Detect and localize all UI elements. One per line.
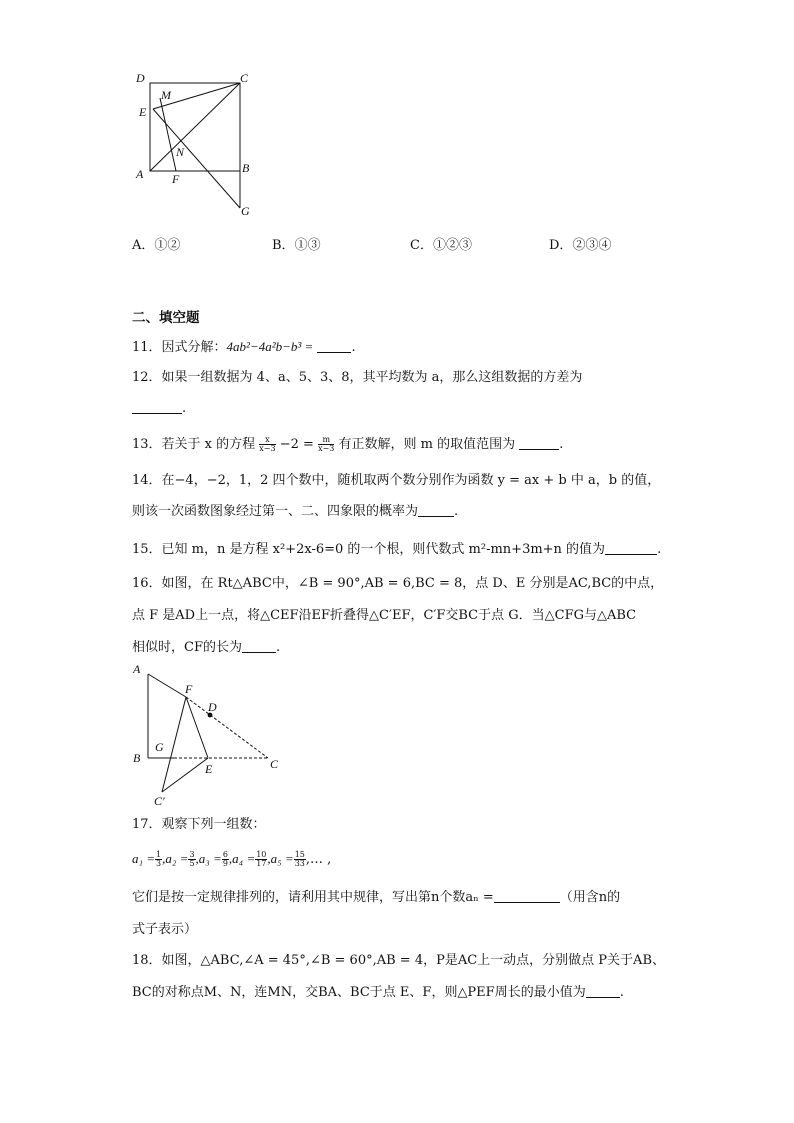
answer-blank[interactable] <box>132 401 182 414</box>
figure-square-diagram <box>130 68 260 218</box>
figure-triangle-fold <box>128 660 288 810</box>
answer-blank[interactable] <box>605 542 657 555</box>
segment-fcp <box>162 697 186 792</box>
label-m: M <box>161 88 171 102</box>
label-c-prime: C′ <box>154 794 165 808</box>
question-17-line4: 式子表示） <box>132 922 198 937</box>
label-g: G <box>155 740 164 754</box>
label-f: F <box>185 682 193 696</box>
answer-blank[interactable] <box>519 437 559 450</box>
label-d: D <box>136 71 145 85</box>
label-c: C <box>240 71 249 85</box>
question-14: 14．在−4，−2，1，2 四个数中，随机取两个数分别作为函数 y = ax + b 中 a，b 的值， <box>132 473 661 488</box>
section-title: 二、填空题 <box>132 310 200 326</box>
question-16-line3: 相似时，CF的长为 . <box>132 640 281 655</box>
question-14-cont: 则该一次函数图象经过第一、二、四象限的概率为 . <box>132 504 459 519</box>
segment-fe <box>186 697 208 758</box>
option-a: A．①② <box>132 238 181 253</box>
question-15: 15．已知 m，n 是方程 x²+2x-6=0 的一个根，则代数式 m²-mn+3m+n 的值为 . <box>132 542 662 557</box>
dashed-fc <box>186 697 268 758</box>
answer-blank[interactable] <box>242 640 276 653</box>
label-a: A <box>136 167 144 181</box>
question-12: 12．如果一组数据为 4、a、5、3、8，其平均数为 a，那么这组数据的方差为 <box>132 370 583 385</box>
question-18-line2: BC的对称点M、N，连MN，交BA、BC于点 E、F，则△PEF周长的最小值为 . <box>132 985 624 1000</box>
label-g: G <box>241 204 250 218</box>
label-d: D <box>208 700 217 714</box>
question-17-line3: 它们是按一定规律排列的，请利用其中规律，写出第n个数aₙ = （用含n的 <box>132 890 621 905</box>
question-17: 17．观察下列一组数： <box>132 817 266 832</box>
option-b: B．①③ <box>272 238 321 253</box>
question-17-sequence: a₁ = $\frac{1}{3}$ ,a₂ = $\frac{3}{5}$ ,a₃ = $\frac{6}{9}$ ,a₄ = $\frac{10}{17}$ ,a₅ = $\frac{15}{33}$ ,… , <box>132 850 332 868</box>
answer-blank[interactable] <box>418 504 454 517</box>
question-16: 16．如图，在 Rt△ABC中，∠B = 90°,AB = 6,BC = 8，点 D、E 分别是AC,BC的中点， <box>132 576 664 591</box>
answer-blank[interactable] <box>586 985 620 998</box>
label-b: B <box>133 751 141 765</box>
answer-blank[interactable] <box>317 340 351 353</box>
option-c: C．①②③ <box>410 238 472 253</box>
option-d: D．②③④ <box>549 238 612 253</box>
label-n: N <box>176 145 185 159</box>
question-11: 11．因式分解：4ab²−4a²b−b³ = . <box>132 339 356 355</box>
label-e: E <box>205 762 213 776</box>
question-12-cont: . <box>132 400 186 418</box>
question-18: 18．如图，△ABC,∠A = 45°,∠B = 60°,AB = 4，P是AC上一动点，分别做点 P关于AB、 <box>132 953 666 968</box>
label-e: E <box>139 105 147 119</box>
question-16-line2: 点 F 是AD上一点，将△CEF沿EF折叠得△C′EF，C′F交BC于点 G．当△CFG与△ABC <box>132 608 637 623</box>
line-mf <box>160 98 176 171</box>
segment-af <box>148 674 186 697</box>
answer-blank[interactable] <box>494 890 560 903</box>
label-a: A <box>133 662 141 676</box>
question-13: 13．若关于 x 的方程 $\frac{x}{x-3}$ −2 = $\frac{m}{x-3}$ 有正数解，则 m 的取值范围为 . <box>132 435 564 453</box>
label-b: B <box>242 161 250 175</box>
label-c: C <box>270 757 279 771</box>
label-f: F <box>172 172 180 186</box>
